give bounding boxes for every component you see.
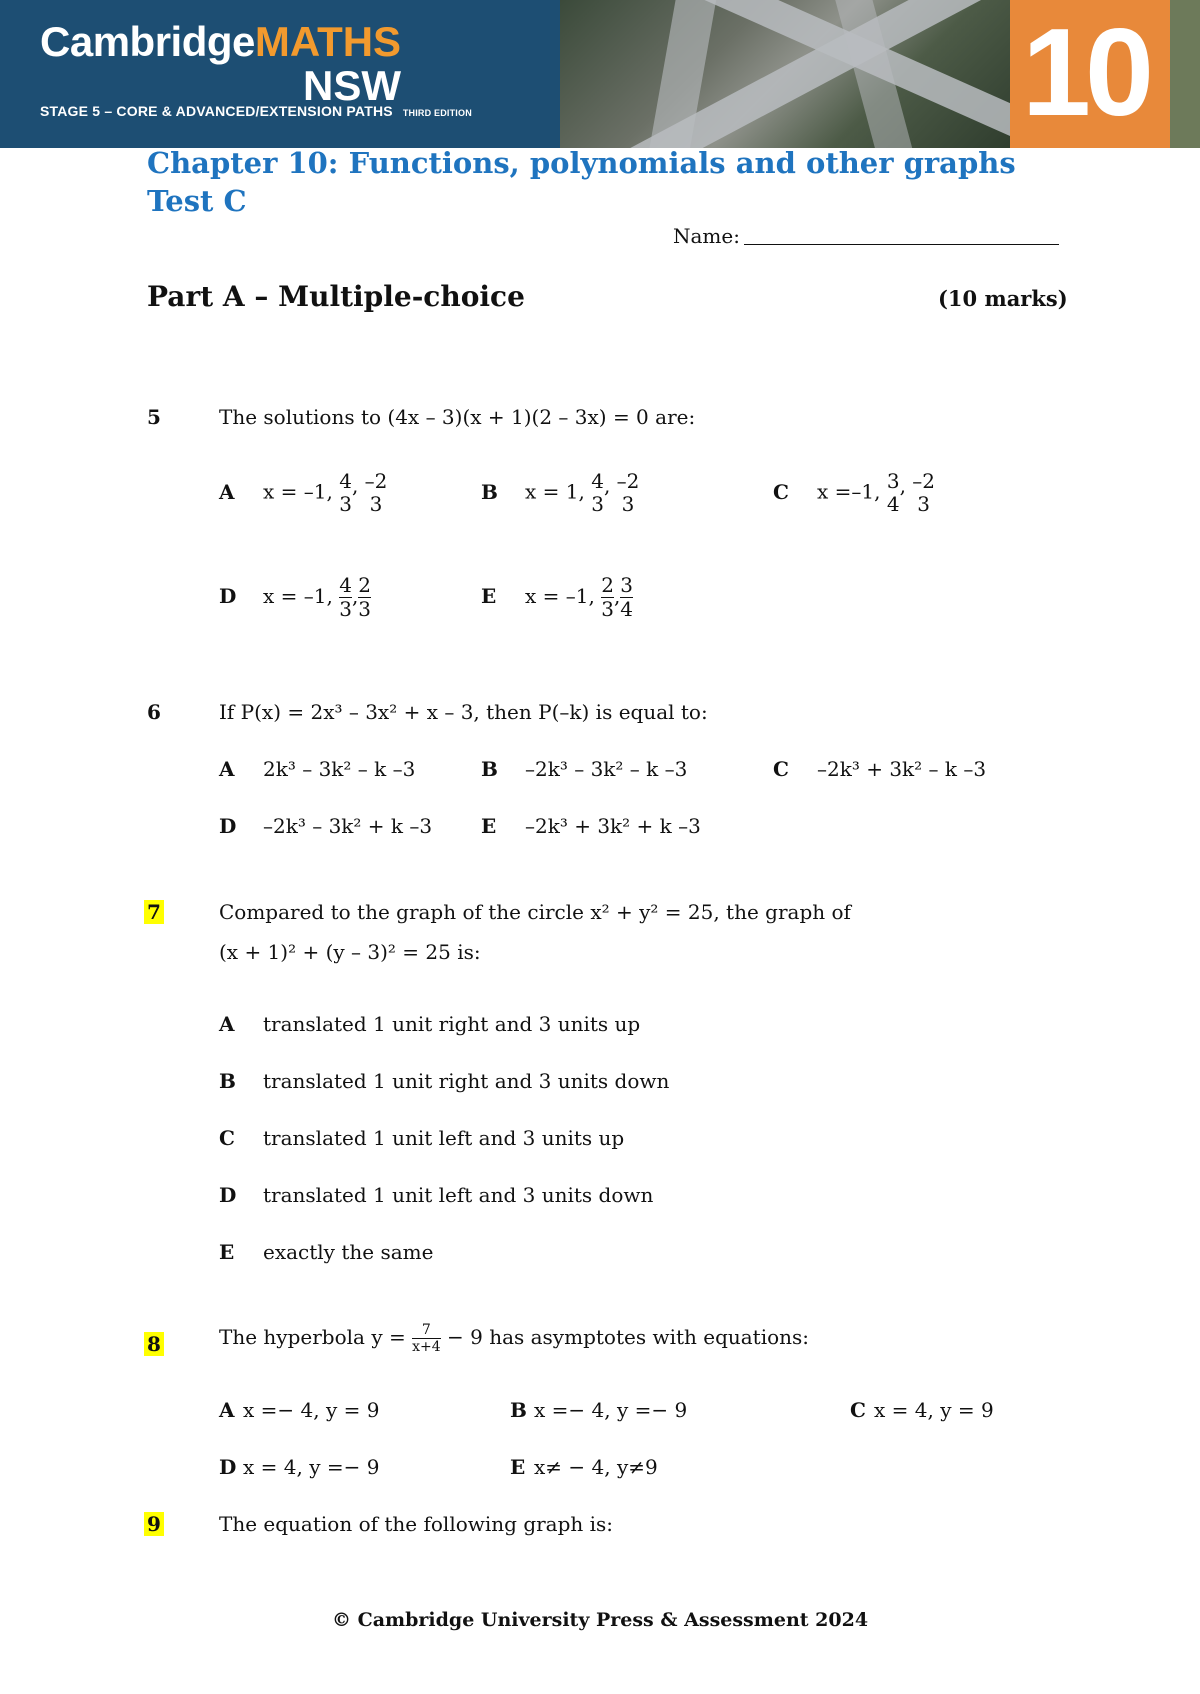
option-letter: A	[219, 479, 235, 504]
q5-option-c[interactable]: C x =–1, 3 4 , –2 3	[773, 469, 936, 516]
denominator: 4	[886, 492, 900, 516]
question-equation-line	[219, 940, 481, 964]
q8-option-c[interactable]	[850, 1398, 994, 1422]
numerator: 3	[620, 573, 634, 597]
option-letter: C	[773, 757, 789, 781]
name-label: Name:	[673, 224, 740, 248]
q8-option-e[interactable]	[510, 1455, 658, 1479]
option-text: –2k³ + 3k² + k –3	[525, 814, 701, 838]
option-text: x =− 4, y = 9	[243, 1398, 380, 1422]
stage-text	[40, 103, 472, 119]
option-letter: B	[481, 479, 498, 504]
option-letter: B	[510, 1398, 527, 1422]
q6-option-d[interactable]	[219, 814, 432, 838]
test-title: Test C	[147, 184, 247, 218]
option-letter: A	[219, 1398, 235, 1422]
q7-option-c[interactable]	[219, 1126, 624, 1150]
question-number: 6	[147, 700, 161, 724]
denominator: 3	[917, 492, 931, 516]
option-letter: B	[481, 757, 498, 781]
question-text: Compared to the graph of the circle x² + y² = 25, the graph of	[219, 900, 851, 924]
q6-option-e[interactable]	[481, 814, 701, 838]
option-prefix: x = 1,	[525, 479, 585, 504]
option-text: x = 4, y =− 9	[243, 1455, 380, 1479]
question-text-pre: The hyperbola y =	[219, 1325, 406, 1350]
fraction	[412, 1322, 441, 1355]
question-number: 5	[147, 405, 161, 429]
q5-option-e[interactable]: E x = –1, $\frac{2}{3}$ , $\frac{3}{4}$	[481, 573, 634, 621]
q6-option-b[interactable]	[481, 757, 687, 781]
fraction	[339, 574, 352, 621]
numerator: 2	[358, 573, 372, 597]
option-text: x≠ − 4, y≠9	[534, 1455, 658, 1479]
part-marks: (10 marks)	[938, 286, 1068, 311]
denominator: 3	[339, 492, 352, 516]
brand-nsw: NSW	[303, 62, 401, 109]
q8-option-d[interactable]	[219, 1455, 379, 1479]
question-suffix: is:	[457, 940, 481, 964]
brand-maths: MATHS	[254, 18, 402, 65]
question-number-highlighted: 8	[144, 1332, 164, 1356]
option-letter: C	[219, 1126, 235, 1150]
denominator: 3	[621, 492, 635, 516]
circle-equation: (x + 1)² + (y – 3)² = 25	[219, 940, 451, 964]
stage-label: STAGE 5 – CORE & ADVANCED/EXTENSION PATHS	[40, 103, 393, 119]
name-field[interactable]	[673, 224, 1059, 248]
option-text: 2k³ – 3k² – k –3	[263, 757, 416, 781]
option-text: x =− 4, y =− 9	[534, 1398, 688, 1422]
numerator: –2	[364, 469, 388, 493]
option-prefix: x = –1,	[525, 584, 595, 608]
chapter-title: Chapter 10: Functions, polynomials and other graphs	[147, 146, 1016, 180]
option-prefix: x = –1,	[263, 479, 333, 504]
fraction	[887, 470, 900, 516]
denominator: x+4	[412, 1339, 441, 1356]
question-number-highlighted: 9	[144, 1512, 164, 1536]
denominator: 3	[369, 492, 383, 516]
option-letter: A	[219, 757, 235, 781]
header-banner	[0, 0, 1200, 148]
denominator: 3	[339, 597, 352, 621]
q7-option-b[interactable]	[219, 1069, 669, 1093]
option-text: x = 4, y = 9	[874, 1398, 994, 1422]
q5-option-b[interactable]: B x = 1, 4 3 , –2 3	[481, 469, 640, 516]
edition-label: THIRD EDITION	[402, 108, 472, 118]
part-title: Part A – Multiple-choice	[147, 280, 525, 313]
q6-option-c[interactable]	[773, 757, 986, 781]
fraction	[617, 470, 640, 516]
question-text: The solutions to (4x – 3)(x + 1)(2 – 3x) = 0 are:	[219, 405, 696, 429]
q5-option-d[interactable]: D x = –1, $\frac{4}{3}$ , $\frac{2}{3}$	[219, 573, 372, 621]
fraction	[339, 470, 352, 516]
option-letter: D	[219, 584, 237, 608]
q7-option-d[interactable]	[219, 1183, 653, 1207]
option-letter: C	[850, 1398, 866, 1422]
option-letter: B	[219, 1069, 236, 1093]
numerator: 2	[601, 573, 614, 597]
option-letter: D	[219, 1455, 237, 1479]
option-text: translated 1 unit left and 3 units down	[263, 1183, 654, 1207]
book-number: 10	[1022, 4, 1148, 142]
q7-option-a[interactable]	[219, 1012, 640, 1036]
option-text: exactly the same	[263, 1240, 434, 1264]
q5-option-a[interactable]: A x = –1, 4 3 , –2 3	[219, 469, 388, 516]
option-prefix: x =–1,	[817, 479, 881, 504]
option-letter: A	[219, 1012, 235, 1036]
option-prefix: x = –1,	[263, 584, 333, 608]
denominator: 4	[620, 597, 634, 621]
option-letter: C	[773, 479, 789, 504]
fraction	[912, 470, 935, 516]
numerator: 7	[421, 1322, 431, 1338]
option-letter: D	[219, 1183, 237, 1207]
numerator: –2	[616, 469, 640, 493]
question-number-highlighted: 7	[144, 900, 164, 924]
fraction	[358, 574, 371, 621]
option-text: –2k³ – 3k² + k –3	[263, 814, 433, 838]
q6-option-a[interactable]	[219, 757, 415, 781]
book-number-block	[1010, 0, 1170, 148]
q8-option-a[interactable]	[219, 1398, 379, 1422]
banner-strip	[1170, 0, 1200, 148]
option-letter: D	[219, 814, 237, 838]
denominator: 3	[358, 597, 372, 621]
copyright-footer: © Cambridge University Press & Assessment 2024	[331, 1609, 869, 1631]
option-letter: E	[481, 584, 497, 608]
denominator: 3	[601, 597, 614, 621]
numerator: 4	[591, 469, 604, 493]
name-underline[interactable]	[744, 244, 1059, 245]
question-text-post: − 9 has asymptotes with equations:	[447, 1325, 810, 1350]
option-text: –2k³ + 3k² – k –3	[817, 757, 987, 781]
question-text: If P(x) = 2x³ – 3x² + x – 3, then P(–k) is equal to:	[219, 700, 708, 724]
option-letter: E	[510, 1455, 526, 1479]
numerator: –2	[912, 469, 936, 493]
cover-photo-roads	[560, 0, 1010, 148]
numerator: 4	[339, 469, 352, 493]
option-letter: E	[481, 814, 497, 838]
fraction	[601, 574, 614, 621]
option-text: –2k³ – 3k² – k –3	[525, 757, 688, 781]
question-text: The equation of the following graph is:	[219, 1512, 614, 1536]
fraction	[365, 470, 388, 516]
option-text: translated 1 unit right and 3 units up	[263, 1012, 641, 1036]
q8-option-b[interactable]	[510, 1398, 687, 1422]
fraction	[591, 470, 604, 516]
option-text: translated 1 unit left and 3 units up	[263, 1126, 625, 1150]
denominator: 3	[591, 492, 604, 516]
question-text	[219, 1322, 809, 1355]
numerator: 3	[886, 469, 900, 493]
brand-cambridge: Cambridge	[40, 18, 255, 65]
brand-logo	[40, 18, 472, 119]
q7-option-e[interactable]	[219, 1240, 433, 1264]
numerator: 4	[339, 573, 352, 597]
option-text: translated 1 unit right and 3 units down	[263, 1069, 670, 1093]
fraction	[620, 574, 633, 621]
option-letter: E	[219, 1240, 235, 1264]
